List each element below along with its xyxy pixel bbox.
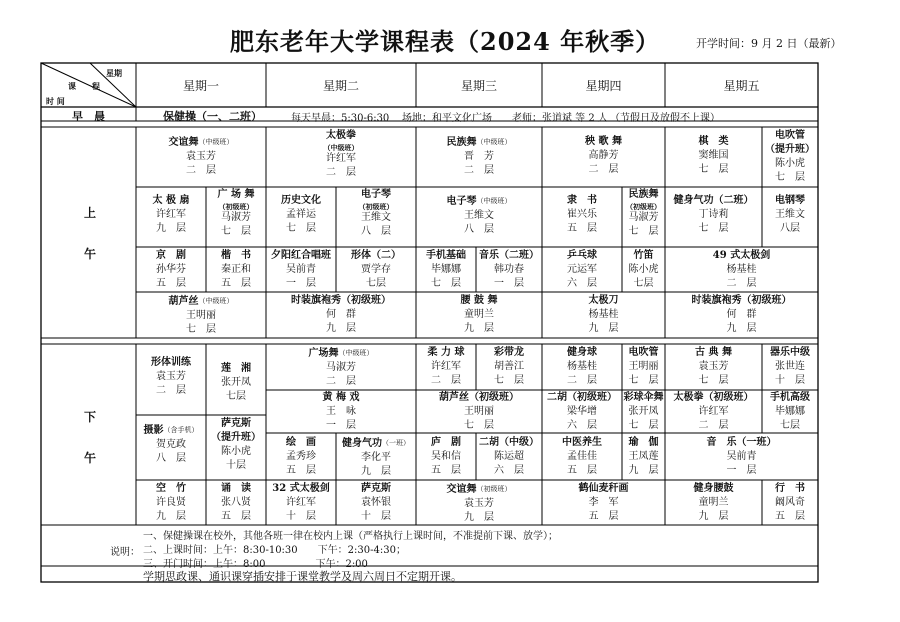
course-cell (542, 294, 665, 336)
course-cell (136, 249, 206, 291)
course-teacher: 童明兰 (698, 497, 729, 508)
course-name: 空 竹 (156, 483, 186, 494)
course-name: 太 极 扇 (152, 195, 190, 206)
course-floor: 二 层 (567, 375, 597, 386)
course-floor: 十 层 (775, 375, 805, 386)
course-floor: 二 层 (326, 376, 356, 387)
course-name: 柔 力 球 (427, 347, 465, 358)
course-floor: 五 层 (567, 223, 597, 234)
course-cell (542, 249, 622, 291)
course-floor: 七 层 (775, 172, 805, 183)
course-floor: 八 层 (156, 453, 186, 464)
course-name: 竹笛 (633, 250, 654, 261)
course-cell (136, 482, 206, 524)
course-cell (622, 188, 665, 239)
course-teacher: 崔兴乐 (567, 209, 597, 220)
course-floor: 一 层 (326, 420, 356, 431)
course-name: 32 式太极剑 (272, 483, 330, 494)
course-cell (476, 249, 542, 291)
course-teacher: 许良贤 (156, 497, 186, 508)
course-cell (665, 294, 818, 336)
course-cell (336, 249, 416, 291)
course-cell (206, 362, 266, 404)
course-cell (266, 249, 336, 291)
course-teacher: 梁华增 (567, 406, 597, 417)
note-line-2: 二、上课时间：上午：8:30-10:30 下午：2:30-4:30； (143, 545, 406, 556)
start-date: 开学时间：9 月 2 日（最新） (696, 37, 842, 50)
course-cell (266, 482, 336, 524)
course-floor: 二 层 (726, 278, 757, 289)
course-cell (416, 294, 542, 336)
course-teacher: 窦维国 (698, 150, 729, 161)
day-header-wed: 星期三 (460, 79, 497, 93)
notes-label: 说明： (110, 547, 140, 558)
course-floor: 九 层 (464, 512, 494, 523)
course-floor: 七 层 (628, 420, 659, 431)
course-teacher: 阚风奇 (775, 497, 805, 508)
course-name: 葫芦丝（中级班） (168, 296, 234, 307)
course-name: 健身球 (567, 347, 597, 358)
course-teacher: 陈小虎 (775, 158, 805, 169)
note-line-3: 三、开门时间：上午：8:00 下午：2:00 (143, 559, 368, 570)
course-name: 夕阳红合唱班 (271, 250, 331, 261)
early-label: 早 晨 (72, 110, 105, 123)
early-course: 保健操（一、二班） (163, 110, 262, 123)
course-teacher: 高静芳 (588, 150, 619, 161)
course-name: 历史文化 (281, 195, 321, 206)
course-cell (206, 188, 266, 239)
course-cell (762, 391, 818, 433)
course-cell (762, 129, 818, 185)
course-name: 棋 类 (698, 136, 729, 147)
course-teacher: 孟秀珍 (286, 451, 316, 462)
course-cell (542, 391, 622, 433)
course-teacher: 许红军 (326, 153, 356, 164)
course-floor: 五 层 (156, 278, 186, 289)
course-floor: 八 层 (464, 224, 494, 235)
course-cell (622, 346, 665, 388)
course-floor: 二 层 (326, 167, 356, 178)
course-teacher: 贺克政 (156, 439, 186, 450)
note-line-1: 一、保健操课在校外，其他各班一律在校内上课（严格执行上课时间，不准提前下课、放学）； (143, 531, 558, 542)
course-teacher: 孟佳佳 (567, 451, 597, 462)
early-teacher: 老师：张道斌 等 2 人 (512, 113, 608, 124)
course-teacher: 杨基桂 (726, 264, 757, 275)
course-name: 音乐（二班） (479, 250, 539, 261)
course-name: 时装旗袍秀（初级班） (291, 295, 391, 306)
course-teacher: 马淑芳 (628, 212, 659, 223)
corner-weekday: 星期 (106, 68, 122, 78)
course-cell (665, 194, 762, 236)
course-teacher: 袁怀银 (361, 497, 391, 508)
course-floor: 八 层 (361, 226, 391, 237)
course-level: （初级班） (476, 485, 512, 493)
course-teacher: 丁诗莉 (698, 209, 729, 220)
course-floor: 九 层 (156, 511, 186, 522)
course-name: 太极刀 (588, 295, 619, 306)
course-teacher: 吴前青 (286, 264, 316, 275)
course-level: （中级班） (198, 138, 234, 146)
course-floor: 五 层 (431, 465, 461, 476)
course-level: （中级班） (476, 197, 512, 205)
am-label-2: 午 (84, 247, 97, 261)
course-teacher: 孟祥运 (286, 209, 316, 220)
course-cell (266, 294, 416, 336)
course-floor: 六 层 (567, 420, 597, 431)
course-name: 形体（二） (351, 250, 401, 261)
course-cell (206, 482, 266, 524)
course-level: （含手机） (163, 426, 199, 434)
course-floor: 九 层 (464, 323, 494, 334)
course-teacher: 晋 芳 (464, 151, 494, 162)
course-name: 行 书 (775, 483, 805, 494)
course-teacher: 元运军 (567, 264, 597, 275)
course-cell (622, 391, 665, 433)
course-floor: 二 层 (186, 165, 216, 176)
course-floor: 七 层 (494, 375, 524, 386)
course-name: 瑜 伽 (628, 437, 659, 448)
day-header-mon: 星期一 (182, 79, 219, 93)
course-name: 古 典 舞 (695, 347, 732, 358)
course-teacher: 童明兰 (464, 309, 494, 320)
course-name: 交谊舞（初级班） (446, 484, 512, 495)
course-teacher: 王 咏 (326, 406, 356, 417)
course-name: 健身气功（一班） (342, 438, 410, 449)
corner-course: 课 程 (68, 81, 100, 91)
course-floor: 二 层 (588, 164, 619, 175)
course-name: 健身腰鼓 (693, 483, 734, 494)
course-name: 京 剧 (156, 250, 186, 261)
course-teacher: 胡善江 (494, 361, 524, 372)
course-teacher: 吴前青 (726, 451, 757, 462)
course-level: （提升班） (765, 144, 815, 155)
course-level: （初级班） (218, 202, 254, 211)
course-teacher: 李化平 (361, 452, 391, 463)
course-cell (266, 194, 336, 236)
course-name: 健身气功（二班） (673, 195, 754, 206)
course-name: 彩带龙 (494, 347, 524, 358)
course-level: （中级班） (323, 143, 359, 152)
course-cell (416, 194, 542, 237)
course-floor: 七 层 (221, 226, 251, 237)
course-name: 萨克斯 (221, 418, 251, 429)
course-floor: 九 层 (628, 465, 659, 476)
course-cell (542, 135, 665, 177)
course-teacher: 张开凤 (221, 377, 251, 388)
course-name: 电子琴（中级班） (446, 196, 512, 207)
course-cell (762, 194, 818, 236)
course-floor: 二 层 (464, 165, 494, 176)
course-cell (136, 423, 206, 466)
course-teacher: 孙华芬 (156, 264, 186, 275)
course-teacher: 马淑芳 (326, 362, 356, 373)
course-floor: 九 层 (698, 511, 729, 522)
course-teacher: 袁玉芳 (186, 151, 216, 162)
course-floor: 八层 (780, 223, 800, 234)
course-name: 腰 鼓 舞 (460, 295, 498, 306)
course-cell (416, 391, 542, 433)
course-floor: 五 层 (588, 511, 619, 522)
course-teacher: 杨基桂 (567, 361, 597, 372)
course-cell (266, 391, 416, 433)
course-teacher: 张世连 (775, 361, 805, 372)
course-floor: 七层 (633, 278, 654, 289)
course-floor: 七 层 (628, 375, 659, 386)
course-teacher: 何 群 (326, 309, 356, 320)
course-teacher: 陈运超 (494, 451, 524, 462)
corner-time: 时 间 (46, 96, 65, 106)
course-teacher: 许红军 (698, 406, 729, 417)
course-level: （提升班） (211, 432, 261, 443)
course-cell (542, 482, 665, 524)
course-name: 葫芦丝（初级班） (439, 392, 519, 403)
course-teacher: 陈小虎 (628, 264, 659, 275)
course-cell (416, 482, 542, 525)
course-cell (622, 436, 665, 478)
course-cell (762, 346, 818, 388)
course-teacher: 贾学存 (361, 264, 391, 275)
course-cell (136, 194, 206, 236)
course-cell (476, 436, 542, 478)
course-floor: 五 层 (221, 511, 251, 522)
course-floor: 七 层 (431, 278, 461, 289)
course-teacher: 王维文 (775, 209, 805, 220)
pm-label-1: 下 (84, 410, 97, 424)
course-floor: 七 层 (286, 223, 316, 234)
course-name: 鹤仙麦秆画 (578, 483, 629, 494)
course-name: 莲 湘 (221, 363, 251, 374)
course-cell (542, 346, 622, 388)
course-name: 广场舞（中级班） (308, 348, 374, 359)
day-header-thu: 星期四 (585, 79, 622, 93)
course-cell (136, 356, 206, 398)
course-teacher: 王维文 (361, 212, 391, 223)
course-name: 电子琴 (361, 189, 391, 200)
course-cell (266, 346, 416, 389)
course-teacher: 许红军 (156, 209, 186, 220)
course-teacher: 毕娜娜 (431, 264, 461, 275)
course-cell (665, 135, 762, 177)
course-floor: 二 层 (156, 385, 186, 396)
course-floor: 七层 (226, 391, 246, 402)
course-name: 时装旗袍秀（初级班） (691, 295, 792, 306)
pm-label-2: 午 (84, 451, 97, 465)
course-cell (416, 249, 476, 291)
course-cell (665, 436, 818, 478)
course-name: 庐 剧 (431, 437, 461, 448)
course-cell (542, 436, 622, 478)
course-teacher: 王明丽 (628, 361, 659, 372)
course-cell (476, 346, 542, 388)
course-teacher: 许红军 (431, 361, 461, 372)
course-name: 隶 书 (567, 195, 597, 206)
course-name: 萨克斯 (361, 483, 391, 494)
course-floor: 五 层 (286, 465, 316, 476)
course-teacher: 王维文 (464, 210, 494, 221)
course-floor: 五 层 (221, 278, 251, 289)
course-cell (665, 249, 818, 291)
course-teacher: 张开凤 (628, 406, 659, 417)
course-floor: 七 层 (628, 226, 659, 237)
course-name: 乒乓球 (567, 250, 597, 261)
course-cell (622, 249, 665, 291)
course-floor: 十 层 (361, 511, 391, 522)
course-name: 电钢琴 (775, 195, 805, 206)
course-level: （一班） (382, 439, 410, 447)
course-floor: 七 层 (186, 324, 216, 335)
course-floor: 五 层 (775, 511, 805, 522)
course-teacher: 韩功春 (494, 264, 524, 275)
course-teacher: 陈小虎 (221, 446, 251, 457)
course-floor: 一 层 (286, 278, 316, 289)
course-cell (542, 194, 622, 236)
course-floor: 九 层 (361, 466, 391, 477)
course-name: 形体训练 (151, 357, 191, 368)
course-floor: 七 层 (698, 164, 729, 175)
course-cell (336, 482, 416, 524)
course-teacher: 袁玉芳 (698, 361, 729, 372)
course-cell (136, 135, 266, 178)
course-name: 民族舞 (628, 189, 659, 200)
course-level: （中级班） (198, 297, 234, 305)
course-name: 秧 歌 舞 (585, 136, 622, 147)
course-name: 太极拳 (326, 130, 356, 141)
course-name: 手机基础 (426, 250, 466, 261)
course-teacher: 袁玉芳 (156, 371, 186, 382)
course-level: （初级班） (626, 202, 661, 211)
course-teacher: 吴和信 (431, 451, 461, 462)
early-time: 每天早晨：5:30-6:30 (291, 113, 390, 124)
course-floor: 七 层 (698, 375, 729, 386)
course-name: 太极拳（初级班） (673, 392, 754, 403)
course-cell (336, 188, 416, 239)
course-floor: 一 层 (494, 278, 524, 289)
early-place: 场地：和平文化广场 (402, 113, 492, 124)
course-floor: 十层 (226, 460, 246, 471)
course-name: 民族舞（中级班） (446, 137, 512, 148)
page-title: 肥东老年大学课程表（2024 年秋季） (230, 27, 661, 56)
course-name: 电吹管 (775, 130, 805, 141)
course-name: 交谊舞（中级班） (168, 137, 234, 148)
course-name: 49 式太极剑 (712, 250, 771, 261)
course-teacher: 王凤莲 (628, 451, 659, 462)
course-name: 摄影（含手机） (143, 425, 199, 436)
day-header-tue: 星期二 (322, 79, 359, 93)
course-teacher: 秦正和 (221, 264, 251, 275)
course-floor: 五 层 (567, 465, 597, 476)
course-teacher: 毕娜娜 (775, 406, 805, 417)
course-teacher: 张八贤 (221, 497, 251, 508)
course-cell (266, 129, 416, 180)
course-teacher: 杨基桂 (588, 309, 619, 320)
course-name: 二胡（初级班） (547, 392, 617, 403)
course-floor: 二 层 (431, 375, 461, 386)
day-header-fri: 星期五 (723, 79, 760, 93)
course-floor: 二 层 (698, 420, 729, 431)
course-cell (336, 436, 416, 479)
course-teacher: 何 群 (726, 309, 757, 320)
course-cell (416, 135, 542, 178)
course-floor: 六 层 (494, 465, 524, 476)
course-floor: 九 层 (726, 323, 757, 334)
course-cell (665, 346, 762, 388)
course-name: 广 场 舞 (217, 189, 255, 200)
course-cell (266, 436, 336, 478)
course-name: 音 乐（一班） (706, 437, 777, 448)
course-cell (416, 346, 476, 388)
course-cell (762, 482, 818, 524)
course-teacher: 王明丽 (464, 406, 494, 417)
course-floor: 六 层 (567, 278, 597, 289)
course-floor: 一 层 (726, 465, 757, 476)
early-remark: （节假日及放假不上课） (610, 113, 720, 124)
course-floor: 九 层 (156, 223, 186, 234)
course-cell (665, 482, 762, 524)
course-name: 器乐中级 (770, 347, 810, 358)
course-name: 绘 画 (286, 437, 316, 448)
course-floor: 七 层 (464, 420, 494, 431)
course-cell (136, 294, 266, 337)
course-name: 手机高级 (770, 392, 810, 403)
course-name: 彩球伞舞 (623, 392, 664, 403)
am-label-1: 上 (84, 206, 97, 220)
course-cell (206, 249, 266, 291)
course-level: （初级班） (358, 202, 394, 211)
course-cell (206, 417, 266, 473)
course-teacher: 李 军 (588, 497, 619, 508)
course-cell (416, 436, 476, 478)
course-name: 二胡（中级） (479, 437, 539, 448)
course-teacher: 许红军 (286, 497, 316, 508)
course-floor: 九 层 (326, 323, 356, 334)
course-name: 电吹管 (628, 347, 659, 358)
course-floor: 七层 (780, 420, 800, 431)
course-level: （中级班） (338, 349, 374, 357)
course-name: 中医养生 (562, 437, 602, 448)
course-floor: 九 层 (588, 323, 619, 334)
course-teacher: 袁玉芳 (464, 498, 494, 509)
course-name: 黄 梅 戏 (322, 392, 360, 403)
course-name: 诵 读 (221, 483, 251, 494)
course-teacher: 马淑芳 (221, 212, 251, 223)
course-name: 楷 书 (221, 250, 251, 261)
course-floor: 七层 (366, 278, 386, 289)
course-teacher: 王明丽 (186, 310, 216, 321)
course-level: （中级班） (476, 138, 512, 146)
notes-footer: 学期思政课、通识课穿插安排于课堂教学及周六周日不定期开课。 (143, 570, 462, 583)
course-floor: 七 层 (698, 223, 729, 234)
course-floor: 十 层 (286, 511, 316, 522)
course-cell (665, 391, 762, 433)
